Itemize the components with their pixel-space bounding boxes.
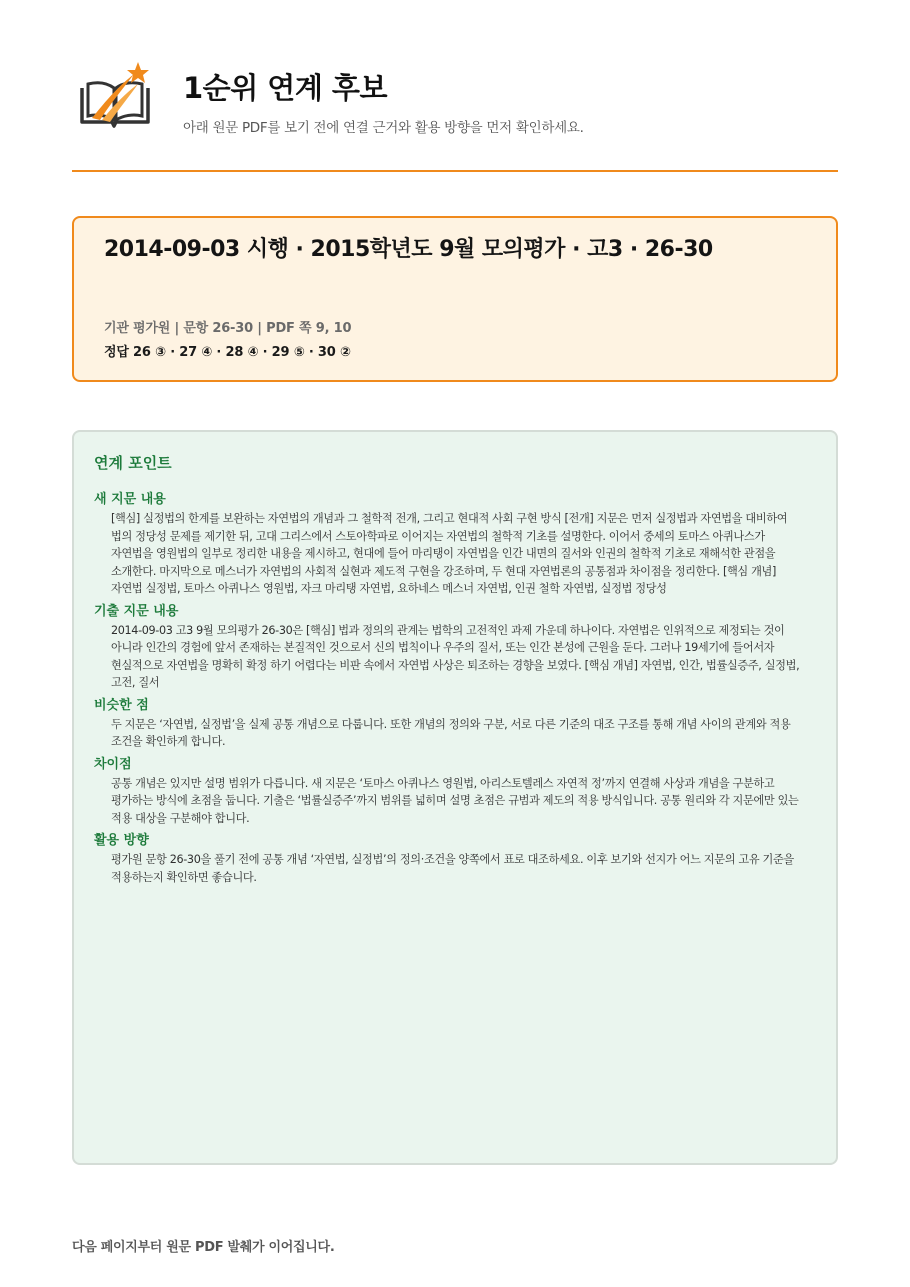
section-label-difference: 차이점 — [94, 756, 132, 772]
exam-meta: 기관 평가원 | 문항 26-30 | PDF 쪽 9, 10 — [104, 321, 352, 336]
section-body-difference: 공통 개념은 있지만 설명 범위가 다릅니다. 새 지문은 ‘토마스 아퀴나스 영원법, 아리스토텔레스 자연적 정’까지 연결해 사상과 개념을 구분하고 평가하는 방식에 초점을 둡니다. 기출은 ‘법률실증주’까지 범위를 넓히며 설명 초점은 규범과 제도의 적용 방식입니다. 공통 원리와 각 지문에만 있는 적용 대상을 구분해야 합니다. — [111, 776, 799, 825]
section-body-new-passage: [핵심] 실정법의 한계를 보완하는 자연법의 개념과 그 철학적 전개, 그리고 현대적 사회 구현 방식 [전개] 지문은 먼저 실정법과 자연법을 대비하여 법의 정당성 문제를 제기한 뒤, 고대 그리스에서 스토아학파로 이어지는 자연법의 철학적 기초를 설명한다. 이어서 중세의 토마스 아퀴나스가 자연법을 영원법의 일부로 정리한 내용을 제시하고, 현대에 들어 마리탱이 자연법을 인간 내면의 질서와 인권의 철학적 기초로 재해석한 관점을 소개한다. 마지막으로 메스너가 자연법의 사회적 실현과 제도적 구현을 강조하며, 두 현대 자연법론의 공통점과 차이점을 정리한다. [핵심 개념] 자연법 실정법, 토마스 아퀴나스 영원법, 자크 마리탱 자연법, 요하네스 메스너 자연법, 인권 철학 자연법, 실정법 정당성 — [111, 512, 788, 595]
section-label-new-passage: 새 지문 내용 — [94, 492, 166, 507]
link-points-heading: 연계 포인트 — [94, 454, 172, 472]
link-points-sections — [94, 486, 804, 888]
page-footer-note: 다음 페이지부터 원문 PDF 발췌가 이어집니다. — [72, 1240, 335, 1255]
section-label-usage: 활용 방향 — [94, 833, 149, 848]
page-subtitle: 아래 원문 PDF를 보기 전에 연결 근거와 활용 방향을 먼저 확인하세요. — [183, 120, 584, 136]
link-points-card — [72, 430, 838, 1165]
book-star-logo-icon — [78, 60, 152, 130]
page-header — [72, 58, 838, 138]
section-label-similarity: 비슷한 점 — [94, 697, 149, 713]
header-divider — [72, 170, 838, 172]
page-title: 1순위 연계 후보 — [183, 71, 387, 105]
section-body-past-passage: 2014-09-03 고3 9월 모의평가 26-30은 [핵심] 법과 정의의 관계는 법학의 고전적인 과제 가운데 하나이다. 자연법은 인위적으로 제정되는 것이 아니라 인간의 경험에 앞서 존재하는 본질적인 것으로서 신의 법칙이나 우주의 질서, 또는 인간 본성에 근원을 둔다. 그러나 19세기에 들어서자 현실적으로 자연법을 명확히 확정 하기 어렵다는 비판 속에서 자연법 사상은 퇴조하는 경향을 보였다. [핵심 개념] 자연법, 인간, 법률실증주, 실정법, 고전, 질서 — [111, 623, 800, 689]
section-label-past-passage: 기출 지문 내용 — [94, 603, 179, 619]
exam-title: 2014-09-03 시행 · 2015학년도 9월 모의평가 · 고3 · 26-30 — [104, 237, 713, 262]
exam-info-card — [72, 216, 838, 382]
section-body-usage: 평가원 문항 26-30을 풀기 전에 공통 개념 ‘자연법, 실정법’의 정의·조건을 양쪽에서 표로 대조하세요. 이후 보기와 선지가 어느 지문의 고유 기준을 적용하는지 확인하면 좋습니다. — [111, 853, 794, 884]
section-body-similarity: 두 지문은 ‘자연법, 실정법’을 실제 공통 개념으로 다룹니다. 또한 개념의 정의와 구분, 서로 다른 기준의 대조 구조를 통해 개념 사이의 관계와 적용 조건을 확인하게 합니다. — [111, 717, 791, 748]
exam-answer: 정답 26 ③ · 27 ④ · 28 ④ · 29 ⑤ · 30 ② — [104, 345, 351, 360]
